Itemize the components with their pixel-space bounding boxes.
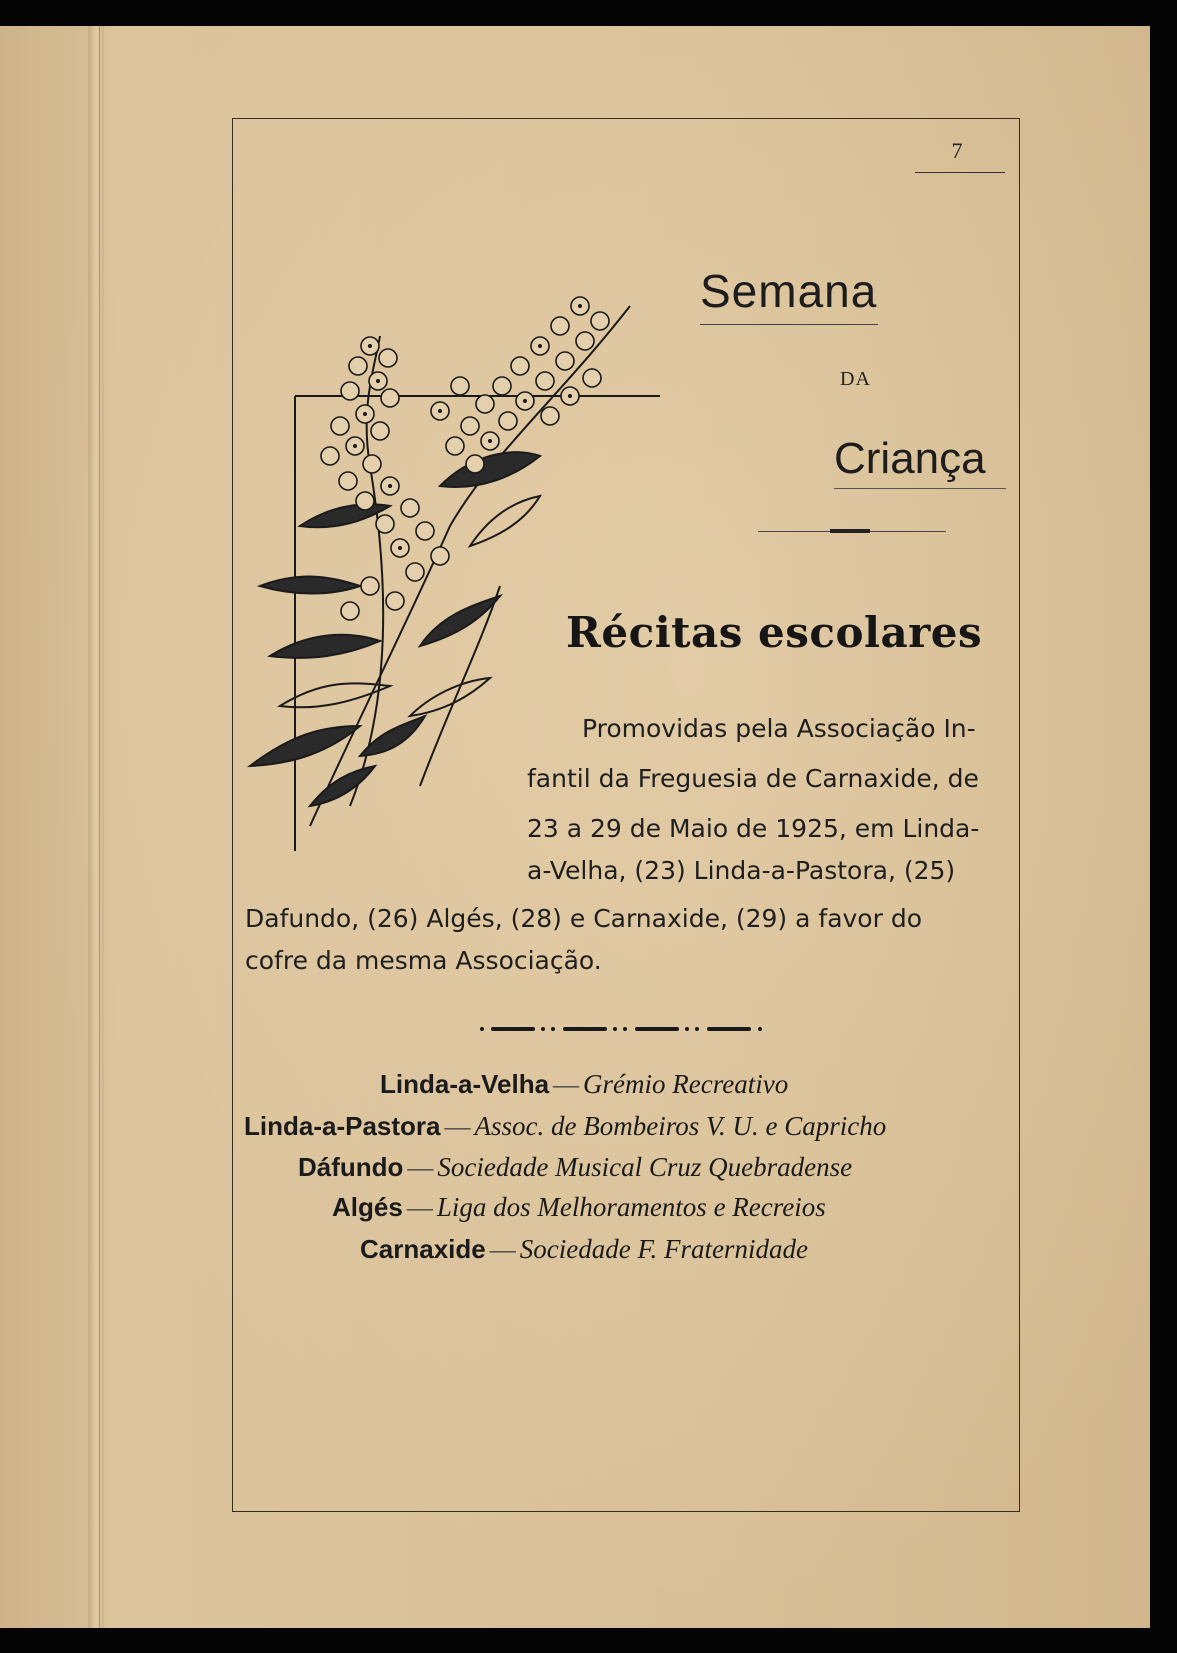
venue-place: Linda-a-Velha <box>380 1069 550 1099</box>
venue-row <box>380 1069 788 1100</box>
ornamental-divider-icon <box>479 1026 763 1032</box>
title-semana-rule <box>700 324 878 325</box>
venue-row <box>332 1192 826 1223</box>
paragraph-line: Dafundo, (26) Algés, (28) e Carnaxide, (29) a favor do <box>245 904 922 933</box>
paragraph-line: 23 a 29 de Maio de 1925, em Linda- <box>527 814 980 843</box>
venue-place: Linda-a-Pastora <box>244 1111 441 1141</box>
venue-society: Sociedade Musical Cruz Quebradense <box>437 1152 853 1182</box>
venue-separator: — <box>407 1153 434 1182</box>
venue-separator: — <box>489 1235 516 1264</box>
venue-place: Algés <box>332 1192 403 1222</box>
venue-row <box>298 1152 852 1183</box>
venue-place: Dáfundo <box>298 1152 404 1182</box>
venue-row <box>244 1111 886 1142</box>
venue-separator: — <box>553 1070 580 1099</box>
title-crianca: Criança <box>834 434 986 483</box>
paragraph-line: a-Velha, (23) Linda-a-Pastora, (25) <box>527 856 956 885</box>
title-semana: Semana <box>700 265 878 317</box>
paragraph-line: cofre da mesma Associação. <box>245 946 602 975</box>
paragraph-line: fantil da Freguesia de Carnaxide, de <box>527 764 979 793</box>
venue-society: Assoc. de Bombeiros V. U. e Capricho <box>474 1111 887 1141</box>
venue-place: Carnaxide <box>360 1234 486 1264</box>
venue-separator: — <box>444 1112 471 1141</box>
page-number-rule <box>915 172 1005 173</box>
title-da: DA <box>840 368 871 390</box>
venue-society: Sociedade F. Fraternidade <box>519 1234 808 1264</box>
page-number: 7 <box>951 138 963 163</box>
venue-row <box>360 1234 808 1265</box>
ornament-dash <box>830 529 870 533</box>
page-spine <box>88 26 104 1628</box>
section-heading: Récitas escolares <box>566 608 983 657</box>
venue-society: Liga dos Melhoramentos e Recreios <box>436 1192 826 1222</box>
book-page <box>0 26 1150 1628</box>
paragraph-line: Promovidas pela Associação In- <box>582 714 976 743</box>
spine-fold-line <box>99 26 100 1628</box>
venue-separator: — <box>406 1193 433 1222</box>
venue-society: Grémio Recreativo <box>583 1069 789 1099</box>
title-crianca-rule <box>834 488 1006 489</box>
